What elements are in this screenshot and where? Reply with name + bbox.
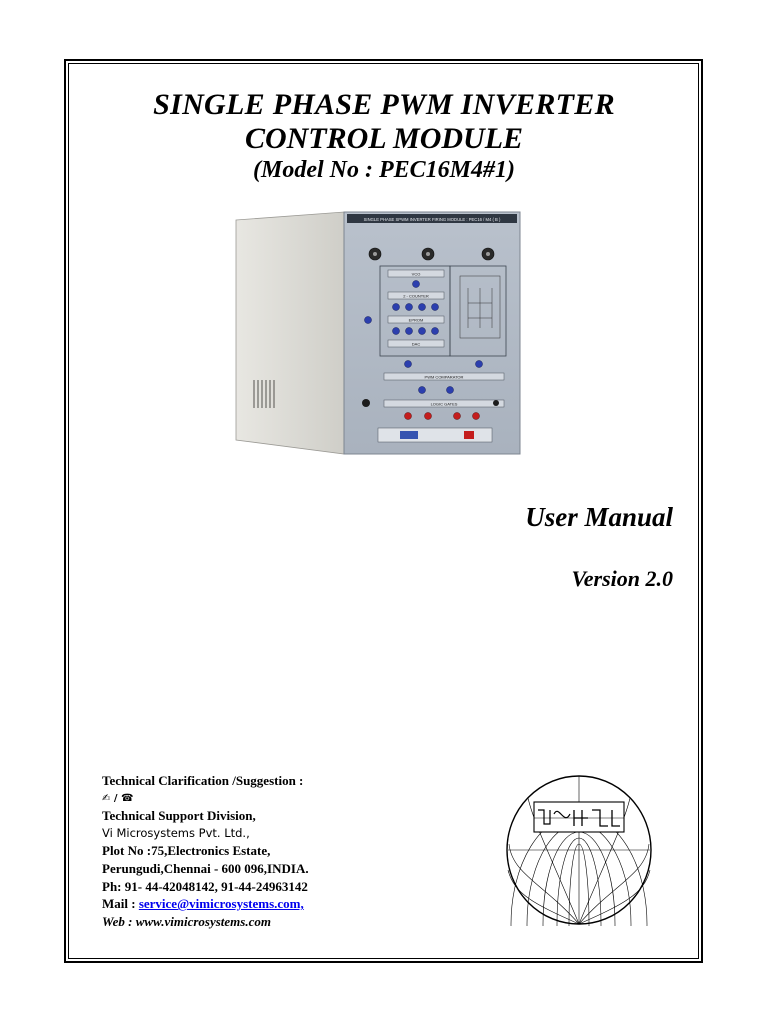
mail-line — [102, 895, 309, 913]
title-line-2: CONTROL MODULE — [244, 122, 524, 155]
support-division: Technical Support Division, — [102, 808, 256, 824]
title-line-1: SINGLE PHASE PWM INVERTER — [153, 88, 615, 121]
product-photo — [232, 208, 522, 458]
mail-label: Mail : — [102, 896, 139, 912]
email-link[interactable]: service@vimicrosystems.com, — [138, 896, 304, 912]
panel-label-comparator: PWM COMPARATOR — [424, 374, 464, 380]
panel-label-eprom: EPROM — [408, 317, 424, 323]
company-logo — [504, 774, 654, 926]
company-name: Vi Microsystems Pvt. Ltd., — [102, 825, 250, 840]
panel-label-counter: 2 - COUNTER — [403, 293, 429, 299]
model-number: (Model No : PEC16M4#1) — [253, 157, 515, 183]
panel-label-dac: DAC — [411, 341, 421, 347]
contact-block — [102, 772, 309, 930]
phone-numbers: Ph: 91- 44-42048142, 91-44-24963142 — [102, 878, 308, 894]
address-line-2: Perungudi,Chennai - 600 096,INDIA. — [102, 860, 309, 876]
address-line-1: Plot No :75,Electronics Estate, — [102, 843, 271, 859]
panel-label-vco: VCO — [411, 271, 421, 277]
panel-label-logic: LOGIC GATES — [430, 401, 458, 407]
contact-icons: ✍ / ☎ — [102, 792, 134, 804]
user-manual-title: User Manual — [525, 502, 673, 532]
web-address: Web : www.vimicrosystems.com — [102, 913, 271, 929]
version-label: Version 2.0 — [571, 566, 673, 591]
contact-heading: Technical Clarification /Suggestion : — [102, 773, 304, 788]
panel-header-text: SINGLE PHASE SPWM INVERTER FIRING MODULE : PEC16 / M4 ( B ) — [363, 217, 501, 222]
